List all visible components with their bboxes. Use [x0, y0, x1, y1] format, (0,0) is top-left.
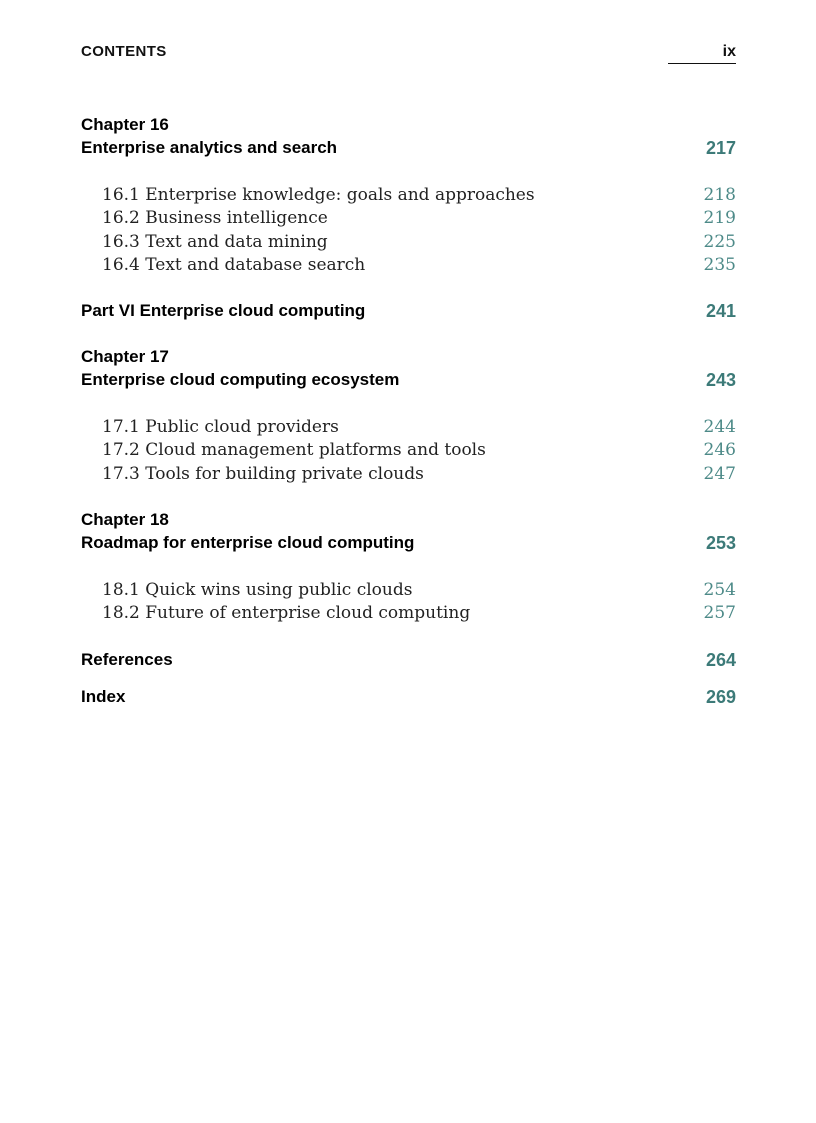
section-title: 16.2 Business intelligence [102, 208, 328, 229]
chapter-title: Enterprise analytics and search [81, 138, 338, 157]
section-page-number: 225 [703, 231, 736, 252]
section-entry [102, 579, 736, 602]
index-entry [81, 686, 736, 710]
section-entry [102, 207, 736, 230]
section-entry [102, 602, 736, 625]
table-of-contents [81, 114, 736, 710]
part-title: Part VI Enterprise cloud computing [81, 301, 366, 321]
section-page-number: 247 [703, 463, 736, 484]
section-entry [102, 416, 736, 439]
running-head [81, 43, 736, 65]
section-title: 18.1 Quick wins using public clouds [102, 580, 413, 601]
references-page-number: 264 [705, 649, 736, 670]
section-title: 16.4 Text and database search [102, 254, 366, 275]
section-list [81, 416, 736, 486]
section-list [81, 184, 736, 277]
section-title: 17.1 Public cloud providers [102, 417, 339, 438]
chapter-heading [81, 137, 736, 161]
chapter-number: Chapter 18 [81, 510, 169, 530]
part-heading [81, 300, 736, 324]
references-title: References [81, 649, 173, 669]
section-title: 18.2 Future of enterprise cloud computing [102, 603, 471, 624]
chapter-title: Enterprise cloud computing ecosystem [81, 370, 400, 390]
section-page-number: 235 [703, 254, 736, 275]
chapter-page-number: 253 [705, 533, 736, 554]
running-head-rule [668, 63, 736, 64]
references-entry [81, 649, 736, 673]
section-title: 17.2 Cloud management platforms and tools [102, 440, 486, 461]
chapter-number: Chapter 16 [81, 115, 169, 134]
section-page-number: 246 [703, 440, 736, 461]
chapter-heading [81, 369, 736, 393]
section-page-number: 257 [703, 603, 736, 624]
part-page-number: 241 [705, 301, 736, 322]
chapter-title: Roadmap for enterprise cloud computing [81, 533, 415, 553]
index-title: Index [81, 686, 126, 706]
chapter-number: Chapter 17 [81, 347, 169, 367]
section-entry [102, 184, 736, 207]
running-head-title: CONTENTS [81, 43, 167, 60]
section-entry [102, 254, 736, 277]
section-entry [102, 231, 736, 254]
chapter-heading [81, 532, 736, 556]
section-page-number: 254 [703, 580, 736, 601]
section-title: 16.1 Enterprise knowledge: goals and approaches [102, 185, 535, 205]
section-title: 16.3 Text and data mining [102, 231, 328, 252]
chapter-page-number: 243 [705, 370, 736, 391]
section-page-number: 218 [703, 185, 736, 205]
section-entry [102, 463, 736, 486]
section-list [81, 579, 736, 626]
section-entry [102, 439, 736, 462]
section-title: 17.3 Tools for building private clouds [102, 463, 424, 484]
running-head-page-number: ix [722, 43, 736, 60]
chapter-page-number: 217 [705, 138, 736, 158]
section-page-number: 219 [703, 208, 736, 229]
section-page-number: 244 [703, 417, 736, 438]
index-page-number: 269 [705, 686, 736, 707]
